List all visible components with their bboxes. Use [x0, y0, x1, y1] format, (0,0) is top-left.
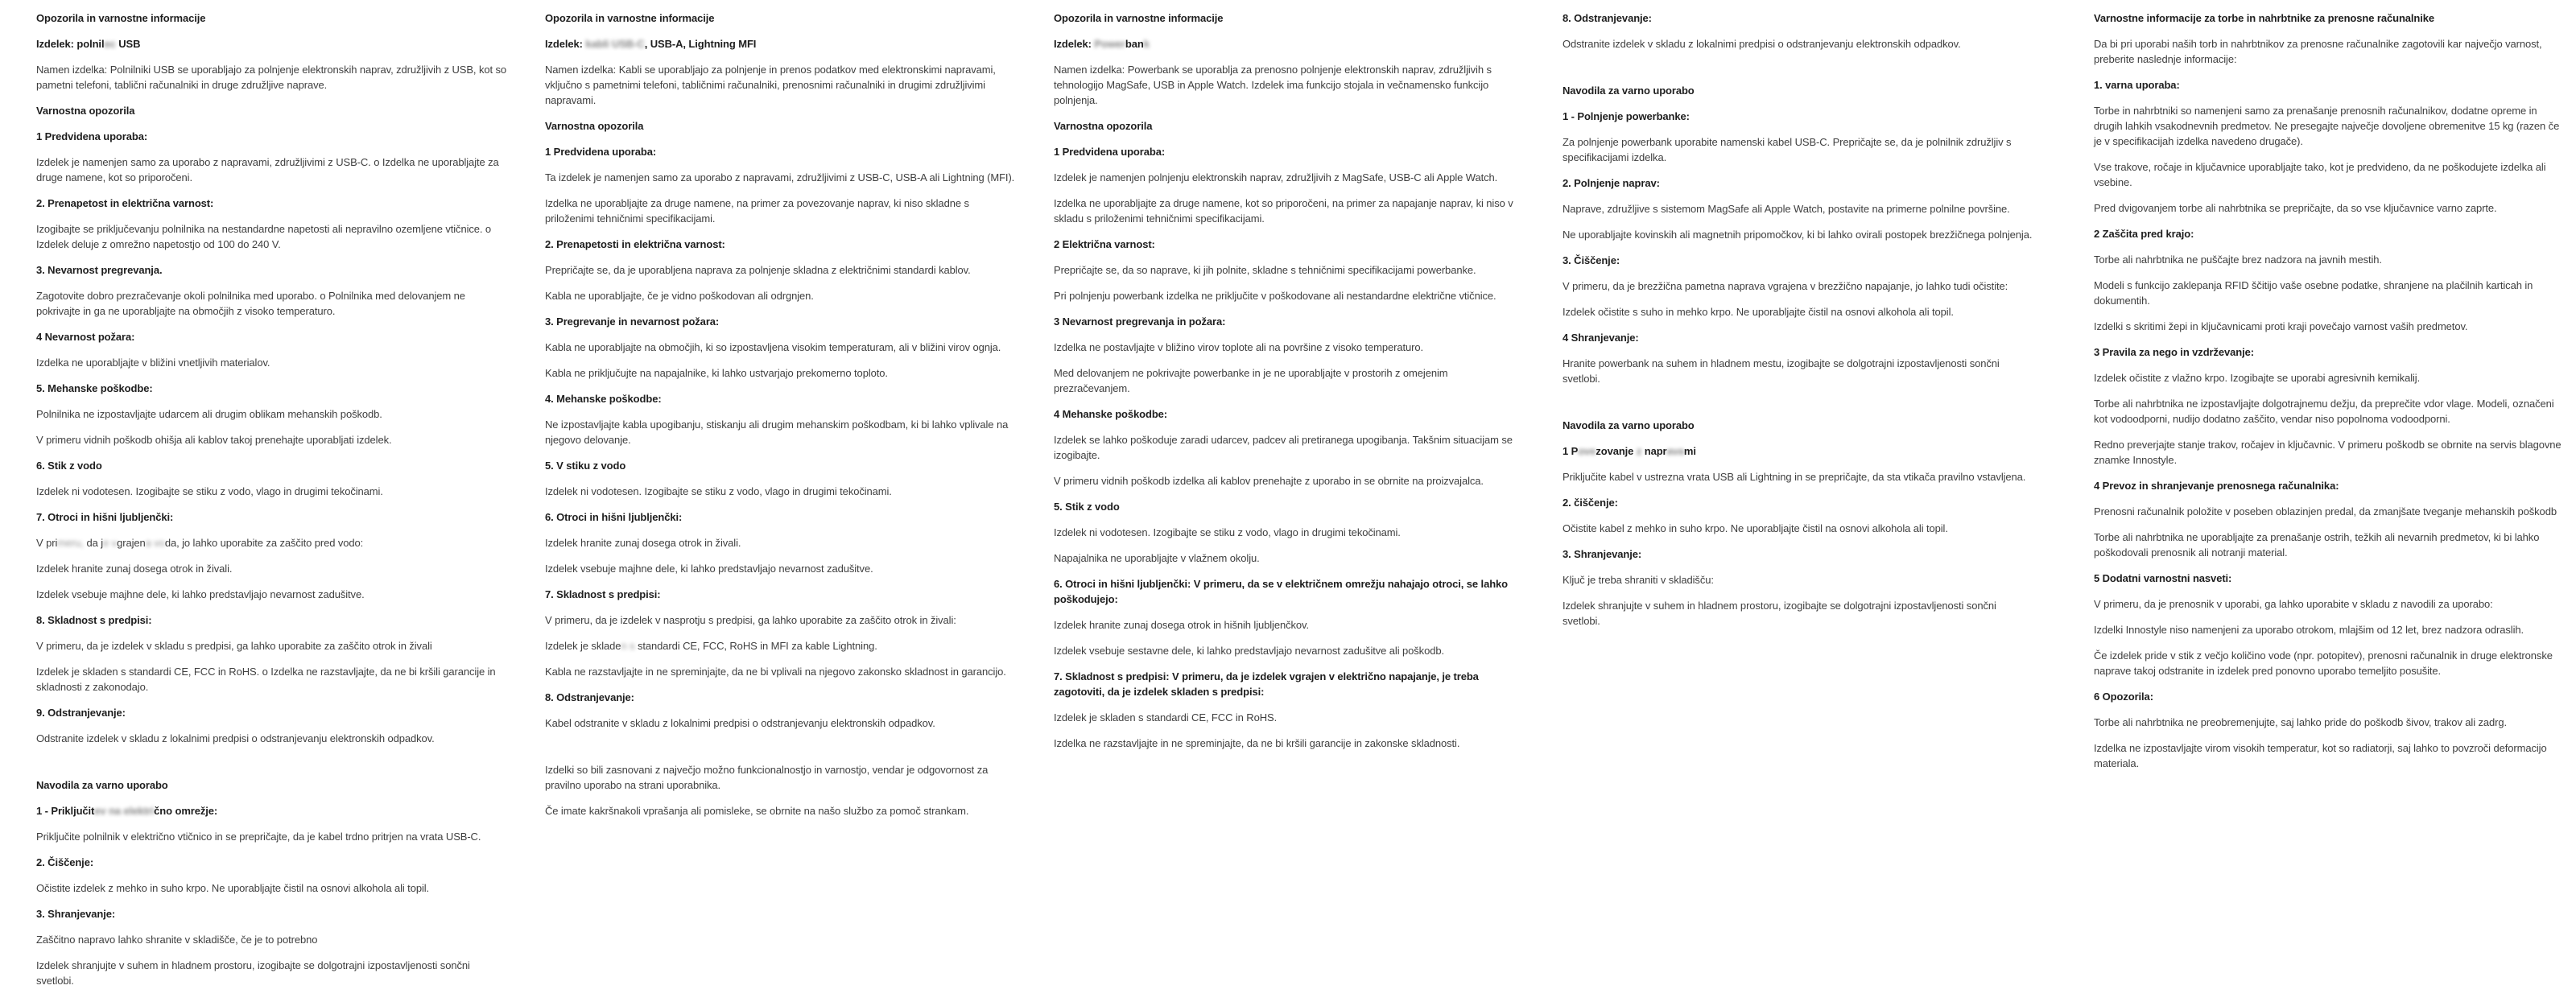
section-heading — [36, 36, 507, 52]
text-segment: Če izdelek pride v stik z večjo količino vode (npr. potopitev), prenosni računalnik in druge elektronske naprave takoj odstranite in izdelek pred ponovno uporabo temeljito posušite. — [2094, 649, 2553, 677]
paragraph — [1054, 62, 1525, 108]
section-heading — [36, 262, 507, 278]
text-segment: 4 Mehanske poškodbe: — [1054, 408, 1168, 420]
text-segment: Polnilnika ne izpostavljajte udarcem ali drugim oblikam mehanskih poškodb. — [36, 408, 382, 420]
text-segment: Očistite izdelek z mehko in suho krpo. Ne uporabljajte čistil na osnovi alkohola ali topil. — [36, 882, 430, 894]
section-heading — [545, 690, 1016, 705]
paragraph — [545, 561, 1016, 576]
paragraph — [2094, 530, 2565, 560]
paragraph — [545, 262, 1016, 278]
paragraph — [36, 638, 507, 653]
text-segment: Navodila za varno uporabo — [1563, 419, 1695, 431]
text-segment: Izdelek hranite zunaj dosega otrok in živali. — [545, 537, 741, 549]
text-segment: grajen — [117, 537, 146, 549]
paragraph — [2094, 200, 2565, 216]
text-segment: Izdelki so bili zasnovani z največjo možno funkcionalnostjo in varnostjo, vendar je odgovornost za pravilno uporabo na strani uporabnika. — [545, 764, 989, 791]
text-segment: Varnostna opozorila — [545, 120, 644, 132]
paragraph — [2094, 740, 2565, 771]
paragraph — [36, 731, 507, 746]
redacted-text: ove — [1578, 445, 1596, 457]
section-heading — [36, 612, 507, 628]
text-segment: Priključite kabel v ustrezna vrata USB ali Lightning in se prepričajte, da sta vtikača pravilno vstavljena. — [1563, 471, 2026, 483]
paragraph — [1054, 432, 1525, 463]
paragraph — [1563, 201, 2033, 216]
section-heading — [36, 103, 507, 118]
section-heading — [545, 144, 1016, 159]
section-heading — [2094, 478, 2565, 493]
section-heading — [545, 391, 1016, 406]
text-segment: 3. Nevarnost pregrevanja. — [36, 264, 163, 276]
paragraph — [36, 355, 507, 370]
text-segment: Prepričajte se, da je uporabljena naprava za polnjenje skladna z električnimi standardi kablov. — [545, 264, 971, 276]
paragraph — [2094, 622, 2565, 637]
text-segment: V primeru, da je izdelek v skladu s predpisi, ga lahko uporabite za zaščito otrok in živali — [36, 640, 432, 652]
paragraph — [2094, 396, 2565, 427]
column-powerbank-instructions — [1563, 10, 2033, 639]
text-segment: Odstranite izdelek v skladu z lokalnimi predpisi o odstranjevanju elektronskih odpadkov. — [36, 732, 435, 744]
paragraph — [545, 340, 1016, 355]
text-segment: 3. Pregrevanje in nevarnost požara: — [545, 315, 720, 328]
section-heading — [36, 777, 507, 793]
text-segment: 2. Prenapetosti in električna varnost: — [545, 238, 725, 250]
paragraph — [1563, 572, 2033, 588]
redacted-text: Power — [1094, 38, 1125, 50]
section-heading — [545, 10, 1016, 26]
text-segment: Namen izdelka: Kabli se uporabljajo za polnjenje in prenos podatkov med elektronskimi napravami, vključno s pametnimi telefoni, tabličnimi računalniki, prenosnimi računalniki in drugimi združljivimi napravami. — [545, 64, 996, 106]
redacted-text: ec — [104, 38, 116, 50]
text-segment: Varnostna opozorila — [36, 105, 135, 117]
text-segment: Modeli s funkcijo zaklepanja RFID ščitijo vaše osebne podatke, shranjene na plačilnih karticah in dokumentih. — [2094, 279, 2533, 307]
section-heading — [36, 329, 507, 344]
text-segment: Izdelek vsebuje majhne dele, ki lahko predstavljajo nevarnost zadušitve. — [36, 588, 365, 600]
section-heading — [36, 196, 507, 211]
redacted-text: kabli USB-C — [585, 38, 645, 50]
text-segment: Izdelka ne postavljajte v bližino virov toplote ali na površine z visoko temperaturo. — [1054, 341, 1424, 353]
text-segment: Varnostna opozorila — [1054, 120, 1153, 132]
text-segment: Izdelek ni vodotesen. Izogibajte se stiku z vodo, vlago in drugimi tekočinami. — [1054, 526, 1401, 538]
text-segment: 2. Polnjenje naprav: — [1563, 177, 1660, 189]
text-segment: Izdelek je skladen s standardi CE, FCC in RoHS. o Izdelka ne razstavljajte, da ne bi kršili garancije in skladnosti z zakonodajo. — [36, 666, 496, 693]
text-segment: Da bi pri uporabi naših torb in nahrbtnikov za prenosne računalnike zagotovili kar največjo varnost, preberite naslednje informacije: — [2094, 38, 2542, 65]
section-heading — [36, 458, 507, 473]
section-heading — [1054, 237, 1525, 252]
paragraph — [545, 288, 1016, 303]
paragraph — [1563, 521, 2033, 536]
text-segment: Torbe ali nahrbtnika ne uporabljajte za prenašanje ostrih, težkih ali nevarnih predmetov, ki bi lahko poškodovali prenosnik ali notranji material. — [2094, 531, 2540, 559]
paragraph — [545, 365, 1016, 381]
section-heading — [545, 509, 1016, 525]
text-segment: da, jo lahko uporabite za zaščito pred vodo: — [164, 537, 364, 549]
section-heading — [1054, 144, 1525, 159]
section-heading — [36, 906, 507, 921]
text-segment: Izdelek: — [1054, 38, 1095, 50]
text-segment: Izdelek ni vodotesen. Izogibajte se stiku z vodo, vlago in drugimi tekočinami. — [36, 485, 383, 497]
text-segment: 5 Dodatni varnostni nasveti: — [2094, 572, 2232, 584]
section-heading — [545, 118, 1016, 134]
paragraph — [36, 587, 507, 602]
text-segment: 6 Opozorila: — [2094, 691, 2153, 703]
text-segment: Izdelka ne razstavljajte in ne spreminjajte, da ne bi kršili garancije in zakonske skladnosti. — [1054, 737, 1460, 749]
section-heading — [1054, 576, 1525, 607]
section-heading — [1563, 418, 2033, 433]
paragraph — [2094, 715, 2565, 730]
text-segment: Izdelek hranite zunaj dosega otrok in hišnih ljubljenčkov. — [1054, 619, 1309, 631]
text-segment: 4 Nevarnost požara: — [36, 331, 135, 343]
column-usb-charger — [36, 10, 507, 999]
text-segment: Pred dvigovanjem torbe ali nahrbtnika se prepričajte, da so vse ključavnice varno zaprte. — [2094, 202, 2497, 214]
text-segment: Pri polnjenju powerbank izdelka ne priključite v poškodovane ali nestandardne električne vtičnice. — [1054, 290, 1496, 302]
section-heading — [36, 509, 507, 525]
text-segment: Namen izdelka: Powerbank se uporablja za prenosno polnjenje elektronskih naprav, združljivih s tehnologijo MagSafe, USB in Apple Watch. Izdelek ima funkcijo stojala in večnamensko funkcijo polnjenja. — [1054, 64, 1492, 106]
section-gap — [1563, 397, 2033, 418]
text-segment: Ne uporabljajte kovinskih ali magnetnih pripomočkov, ki bi lahko ovirali postopek brezžičnega polnjenja. — [1563, 229, 2033, 241]
paragraph — [1563, 304, 2033, 320]
text-segment: 1 Predvidena uporaba: — [545, 146, 657, 158]
section-heading — [2094, 689, 2565, 704]
paragraph — [2094, 596, 2565, 612]
text-segment: 8. Skladnost s predpisi: — [36, 614, 152, 626]
paragraph — [36, 664, 507, 695]
paragraph — [36, 406, 507, 422]
text-segment: Izdelka ne izpostavljajte virom visokih temperatur, kot so radiatorji, saj lahko to povzroči deformacijo materiala. — [2094, 742, 2547, 769]
paragraph — [1054, 643, 1525, 658]
column-cables — [545, 10, 1016, 829]
paragraph — [1054, 288, 1525, 303]
text-segment: Torbe ali nahrbtnika ne preobremenjujte, saj lahko pride do poškodb šivov, trakov ali zadrg. — [2094, 716, 2508, 728]
text-segment: da j — [83, 537, 104, 549]
paragraph — [1054, 525, 1525, 540]
text-segment: Za polnjenje powerbank uporabite namenski kabel USB-C. Prepričajte se, da je polnilnik združljiv s specifikacijami izdelka. — [1563, 136, 2012, 163]
text-segment: V primeru, da je prenosnik v uporabi, ga lahko uporabite v skladu z navodili za uporabo: — [2094, 598, 2493, 610]
paragraph — [36, 535, 507, 550]
paragraph — [1563, 469, 2033, 484]
text-segment: Izdelek hranite zunaj dosega otrok in živali. — [36, 563, 233, 575]
section-heading — [36, 803, 507, 818]
text-segment: Izdelka ne uporabljajte za druge namene, na primer za povezovanje naprav, ki niso skladne s priloženimi tehničnimi specifikacijami. — [545, 197, 969, 225]
section-heading — [1563, 175, 2033, 191]
text-segment: Kabla ne priključujte na napajalnike, ki lahko ustvarjajo prekomerno toploto. — [545, 367, 888, 379]
section-heading — [1563, 495, 2033, 510]
text-segment: 5. V stiku z vodo — [545, 460, 626, 472]
paragraph — [1563, 227, 2033, 242]
section-heading — [1054, 36, 1525, 52]
paragraph — [545, 638, 1016, 653]
text-segment: 3 Nevarnost pregrevanja in požara: — [1054, 315, 1226, 328]
text-segment: 2. čiščenje: — [1563, 497, 1618, 509]
text-segment: Izdelek: — [545, 38, 586, 50]
text-segment: Torbe in nahrbtniki so namenjeni samo za prenašanje prenosnih računalnikov, dodatne opreme in drugih lahkih vsakodnevnih predmetov. Ne presegajte največje dovoljene obremenitve 15 kg (razen če je v specifikacijah izdelka navedeno drugače). — [2094, 105, 2560, 147]
text-segment: 8. Odstranjevanje: — [1563, 12, 1652, 24]
section-heading — [1054, 118, 1525, 134]
text-segment: Izdelek je namenjen samo za uporabo z napravami, združljivimi z USB-C. o Izdelka ne uporabljajte za druge namene, kot so priporočeni. — [36, 156, 499, 183]
text-segment: 6. Stik z vodo — [36, 460, 102, 472]
paragraph — [2094, 370, 2565, 385]
paragraph — [36, 62, 507, 93]
text-segment: Izdelka ne uporabljajte v bližini vnetljivih materialov. — [36, 357, 270, 369]
section-heading — [1563, 83, 2033, 98]
text-segment: Izdelek očistite s suho in mehko krpo. Ne uporabljajte čistil na osnovi alkohola ali topil. — [1563, 306, 1954, 318]
paragraph — [545, 62, 1016, 108]
text-segment: 1 - Priključit — [36, 805, 95, 817]
text-segment: 1. varna uporaba: — [2094, 79, 2180, 91]
text-segment: Ne izpostavljajte kabla upogibanju, stiskanju ali drugim mehanskim poškodbam, ki bi lahko vplivale na njegovo delovanje. — [545, 418, 1009, 446]
paragraph — [36, 880, 507, 896]
text-segment: Zaščitno napravo lahko shranite v skladišče, če je to potrebno — [36, 934, 318, 946]
paragraph — [2094, 36, 2565, 67]
text-segment: Ključ je treba shraniti v skladišču: — [1563, 574, 1714, 586]
section-heading — [545, 587, 1016, 602]
text-segment: 5. Mehanske poškodbe: — [36, 382, 153, 394]
column-laptop-bags — [2094, 10, 2565, 781]
text-segment: V primeru vidnih poškodb izdelka ali kablov prenehajte z uporabo in se obrnite na proizvajalca. — [1054, 475, 1484, 487]
text-segment: Napajalnika ne uporabljajte v vlažnem okolju. — [1054, 552, 1260, 564]
text-segment: 1 - Polnjenje powerbanke: — [1563, 110, 1690, 122]
section-heading — [2094, 10, 2565, 26]
section-heading — [545, 314, 1016, 329]
text-segment: Izdelek vsebuje sestavne dele, ki lahko predstavljajo nevarnost zadušitve ali poškodb. — [1054, 645, 1444, 657]
text-segment: 4 Prevoz in shranjevanje prenosnega računalnika: — [2094, 480, 2339, 492]
section-heading — [36, 10, 507, 26]
text-segment: 2 Električna varnost: — [1054, 238, 1155, 250]
text-segment: 9. Odstranjevanje: — [36, 707, 126, 719]
redacted-text: z — [1636, 445, 1642, 457]
paragraph — [36, 432, 507, 447]
text-segment: Izdelek shranjujte v suhem in hladnem prostoru, izogibajte se dolgotrajni izpostavljenosti sončni svetlobi. — [1563, 600, 1996, 627]
text-segment: 1 P — [1563, 445, 1579, 457]
text-segment: Kabla ne uporabljajte na območjih, ki so izpostavljena visokim temperaturam, ali v bližini virov ognja. — [545, 341, 1001, 353]
text-segment: Izdelka ne uporabljajte za druge namene, kot so priporočeni, na primer za napajanje naprav, ki niso v skladu s priloženimi tehničnimi specifikacijami. — [1054, 197, 1513, 225]
text-segment: Hranite powerbank na suhem in hladnem mestu, izogibajte se dolgotrajni izpostavljenosti sončni svetlobi. — [1563, 357, 2000, 385]
paragraph — [1054, 170, 1525, 185]
section-heading — [1054, 314, 1525, 329]
text-segment: Izdelek se lahko poškoduje zaradi udarcev, padcev ali pretiranega upogibanja. Takšnim situacijam se izogibajte. — [1054, 434, 1513, 461]
redacted-text: a vo — [145, 537, 165, 549]
text-segment: Izdelek shranjujte v suhem in hladnem prostoru, izogibajte se dolgotrajni izpostavljenosti sončni svetlobi. — [36, 959, 470, 987]
text-segment: 1 Predvidena uporaba: — [36, 130, 148, 142]
text-segment: Zagotovite dobro prezračevanje okoli polnilnika med uporabo. o Polnilnika med delovanjem ne pokrivajte in ga ne uporabljajte na območjih z visoko temperaturo. — [36, 290, 465, 317]
paragraph — [36, 484, 507, 499]
text-segment: Prepričajte se, da so naprave, ki jih polnite, skladne s tehničnimi specifikacijami powerbanke. — [1054, 264, 1476, 276]
text-segment: 1 Predvidena uporaba: — [1054, 146, 1166, 158]
section-heading — [545, 458, 1016, 473]
text-segment: Če imate kakršnakoli vprašanja ali pomisleke, se obrnite na našo službo za pomoč strankam. — [545, 805, 969, 817]
text-segment: Naprave, združljive s sistemom MagSafe ali Apple Watch, postavite na primerne polnilne površine. — [1563, 203, 2010, 215]
section-heading — [1054, 10, 1525, 26]
paragraph — [1054, 736, 1525, 751]
section-heading — [36, 855, 507, 870]
text-segment: čno omrežje: — [154, 805, 218, 817]
section-heading — [1054, 669, 1525, 699]
paragraph — [36, 221, 507, 252]
paragraph — [545, 535, 1016, 550]
section-heading — [36, 381, 507, 396]
text-segment: 7. Skladnost s predpisi: — [545, 588, 661, 600]
section-heading — [1563, 253, 2033, 268]
paragraph — [1563, 356, 2033, 386]
section-heading — [1054, 499, 1525, 514]
text-segment: 2 Zaščita pred krajo: — [2094, 228, 2194, 240]
paragraph — [545, 484, 1016, 499]
text-segment: Opozorila in varnostne informacije — [545, 12, 715, 24]
text-segment: ban — [1125, 38, 1144, 50]
text-segment: 3. Shranjevanje: — [36, 908, 116, 920]
paragraph — [545, 612, 1016, 628]
paragraph — [2094, 437, 2565, 468]
paragraph — [545, 170, 1016, 185]
paragraph — [1054, 340, 1525, 355]
paragraph — [1054, 365, 1525, 396]
text-segment: Varnostne informacije za torbe in nahrbtnike za prenosne računalnike — [2094, 12, 2435, 24]
paragraph — [2094, 278, 2565, 308]
section-gap — [1563, 62, 2033, 83]
section-heading — [1563, 10, 2033, 26]
text-segment: Izdelek: polnil — [36, 38, 105, 50]
text-segment: Priključite polnilnik v električno vtičnico in se prepričajte, da je kabel trdno pritrjen na vrata USB-C. — [36, 831, 481, 843]
paragraph — [1054, 617, 1525, 633]
text-segment: Namen izdelka: Polnilniki USB se uporabljajo za polnjenje elektronskih naprav, združljivih z USB, kot so pametni telefoni, tablični računalniki in druge združljive naprave. — [36, 64, 507, 91]
section-heading — [1563, 330, 2033, 345]
paragraph — [2094, 159, 2565, 190]
paragraph — [1563, 278, 2033, 294]
text-segment: , USB-A, Lightning MFI — [644, 38, 757, 50]
section-heading — [545, 237, 1016, 252]
paragraph — [2094, 504, 2565, 519]
section-heading — [2094, 77, 2565, 93]
paragraph — [545, 196, 1016, 226]
paragraph — [2094, 319, 2565, 334]
text-segment: standardi CE, FCC, RoHS in MFI za kable Lightning. — [634, 640, 877, 652]
paragraph — [545, 664, 1016, 679]
paragraph — [545, 417, 1016, 447]
section-heading — [2094, 226, 2565, 241]
paragraph — [545, 762, 1016, 793]
paragraph — [1563, 36, 2033, 52]
text-segment: Med delovanjem ne pokrivajte powerbanke in je ne uporabljajte v prostorih z omejenim prezračevanjem. — [1054, 367, 1448, 394]
paragraph — [36, 561, 507, 576]
text-segment: Vse trakove, ročaje in ključavnice uporabljajte tako, kot je predvideno, da ne poškodujete izdelka ali vsebine. — [2094, 161, 2546, 188]
section-heading — [1563, 443, 2033, 459]
text-segment: napr — [1641, 445, 1667, 457]
redacted-text: meru, — [57, 537, 84, 549]
section-heading — [36, 705, 507, 720]
paragraph — [36, 155, 507, 185]
redacted-text: k — [1143, 38, 1150, 50]
paragraph — [36, 288, 507, 319]
redacted-text: ava — [1666, 445, 1684, 457]
text-segment: 4 Shranjevanje: — [1563, 332, 1639, 344]
text-segment: 5. Stik z vodo — [1054, 501, 1120, 513]
paragraph — [1054, 550, 1525, 566]
text-segment: Izdelek vsebuje majhne dele, ki lahko predstavljajo nevarnost zadušitve. — [545, 563, 873, 575]
text-segment: Odstranite izdelek v skladu z lokalnimi predpisi o odstranjevanju elektronskih odpadkov. — [1563, 38, 1961, 50]
section-heading — [2094, 571, 2565, 586]
paragraph — [1054, 710, 1525, 725]
text-segment: Izdelek ni vodotesen. Izogibajte se stiku z vodo, vlago in drugimi tekočinami. — [545, 485, 892, 497]
text-segment: Izdelki Innostyle niso namenjeni za uporabo otrokom, mlajšim od 12 let, brez nadzora odraslih. — [2094, 624, 2524, 636]
section-heading — [2094, 344, 2565, 360]
text-segment: Redno preverjajte stanje trakov, ročajev in ključavnic. V primeru poškodb se obrnite na servis blagovne znamke Innostyle. — [2094, 439, 2562, 466]
text-segment: 7. Skladnost s predpisi: V primeru, da je izdelek vgrajen v električno napajanje, je treba zagotoviti, da je izdelek skladen s predpisi: — [1054, 670, 1479, 698]
text-segment: Torbe ali nahrbtnika ne izpostavljajte dolgotrajnemu dežju, da preprečite vdor vlage. Modeli, označeni kot vodoodporni, nudijo dodatno zaščito, vendar niso popolnoma vodoodporni. — [2094, 398, 2554, 425]
text-segment: Ta izdelek je namenjen samo za uporabo z napravami, združljivimi z USB-C, USB-A ali Lightning (MFI). — [545, 171, 1015, 183]
section-heading — [1563, 109, 2033, 124]
text-segment: 7. Otroci in hišni ljubljenčki: — [36, 511, 174, 523]
text-segment: USB — [115, 38, 141, 50]
section-heading — [36, 129, 507, 144]
text-segment: V primeru vidnih poškodb ohišja ali kablov takoj prenehajte uporabljati izdelek. — [36, 434, 392, 446]
section-gap — [36, 757, 507, 777]
paragraph — [545, 803, 1016, 818]
text-segment: 2. Prenapetost in električna varnost: — [36, 197, 214, 209]
section-gap — [545, 741, 1016, 762]
text-segment: 6. Otroci in hišni ljubljenčki: V primeru, da se v električnem omrežju nahajajo otroci, se lahko poškodujejo: — [1054, 578, 1509, 605]
paragraph — [36, 958, 507, 988]
text-segment: Navodila za varno uporabo — [36, 779, 168, 791]
text-segment: Očistite kabel z mehko in suho krpo. Ne uporabljajte čistil na osnovi alkohola ali topil. — [1563, 522, 1948, 534]
text-segment: Izdelek je sklade — [545, 640, 621, 652]
text-segment: Navodila za varno uporabo — [1563, 85, 1695, 97]
text-segment: 8. Odstranjevanje: — [545, 691, 634, 703]
paragraph — [2094, 252, 2565, 267]
text-segment: Izdelek očistite z vlažno krpo. Izogibajte se uporabi agresivnih kemikalij. — [2094, 372, 2421, 384]
text-segment: V primeru, da je izdelek v nasprotju s predpisi, ga lahko uporabite za zaščito otrok in živali: — [545, 614, 956, 626]
paragraph — [1054, 473, 1525, 489]
text-segment: mi — [1683, 445, 1696, 457]
section-heading — [1054, 406, 1525, 422]
text-segment: Kabla ne razstavljajte in ne spreminjajte, da ne bi vplivali na njegovo zakonsko skladnost in garancijo. — [545, 666, 1006, 678]
redacted-text: n s — [621, 640, 635, 652]
paragraph — [1563, 134, 2033, 165]
paragraph — [1054, 262, 1525, 278]
paragraph — [2094, 648, 2565, 678]
text-segment: Izdelki s skritimi žepi in ključavnicami proti kraji povečajo varnost vaših predmetov. — [2094, 320, 2468, 332]
paragraph — [1563, 598, 2033, 629]
paragraph — [2094, 103, 2565, 149]
text-segment: Kabel odstranite v skladu z lokalnimi predpisi o odstranjevanju elektronskih odpadkov. — [545, 717, 935, 729]
section-heading — [1563, 546, 2033, 562]
redacted-text: e v — [103, 537, 118, 549]
text-segment: V pri — [36, 537, 58, 549]
text-segment: Prenosni računalnik položite v poseben oblazinjen predal, da zmanjšate tveganje mehanskih poškodb — [2094, 505, 2557, 517]
text-segment: Kabla ne uporabljajte, če je vidno poškodovan ali odrgnjen. — [545, 290, 814, 302]
text-segment: Izdelek je skladen s standardi CE, FCC in RoHS. — [1054, 711, 1278, 724]
column-powerbank — [1054, 10, 1525, 761]
text-segment: 6. Otroci in hišni ljubljenčki: — [545, 511, 683, 523]
text-segment: zovanje — [1596, 445, 1637, 457]
section-heading — [545, 36, 1016, 52]
text-segment: 4. Mehanske poškodbe: — [545, 393, 662, 405]
text-segment: 3. Shranjevanje: — [1563, 548, 1642, 560]
paragraph — [545, 715, 1016, 731]
text-segment: V primeru, da je brezžična pametna naprava vgrajena v brezžično napajanje, jo lahko tudi očistite: — [1563, 280, 2008, 292]
text-segment: 3 Pravila za nego in vzdrževanje: — [2094, 346, 2255, 358]
text-segment: Izdelek je namenjen polnjenju elektronskih naprav, združljivih z MagSafe, USB-C ali Apple Watch. — [1054, 171, 1498, 183]
text-segment: Opozorila in varnostne informacije — [36, 12, 206, 24]
text-segment: Opozorila in varnostne informacije — [1054, 12, 1224, 24]
text-segment: Torbe ali nahrbtnika ne puščajte brez nadzora na javnih mestih. — [2094, 254, 2382, 266]
text-segment: 3. Čiščenje: — [1563, 254, 1620, 266]
paragraph — [36, 932, 507, 947]
paragraph — [1054, 196, 1525, 226]
paragraph — [36, 829, 507, 844]
text-segment: Izogibajte se priključevanju polnilnika na nestandardne napetosti ali nepravilno ozemljene vtičnice. o Izdelek deluje z omrežno napetostjo od 100 do 240 V. — [36, 223, 492, 250]
text-segment: 2. Čiščenje: — [36, 856, 94, 868]
redacted-text: ev na elektri — [94, 805, 155, 817]
